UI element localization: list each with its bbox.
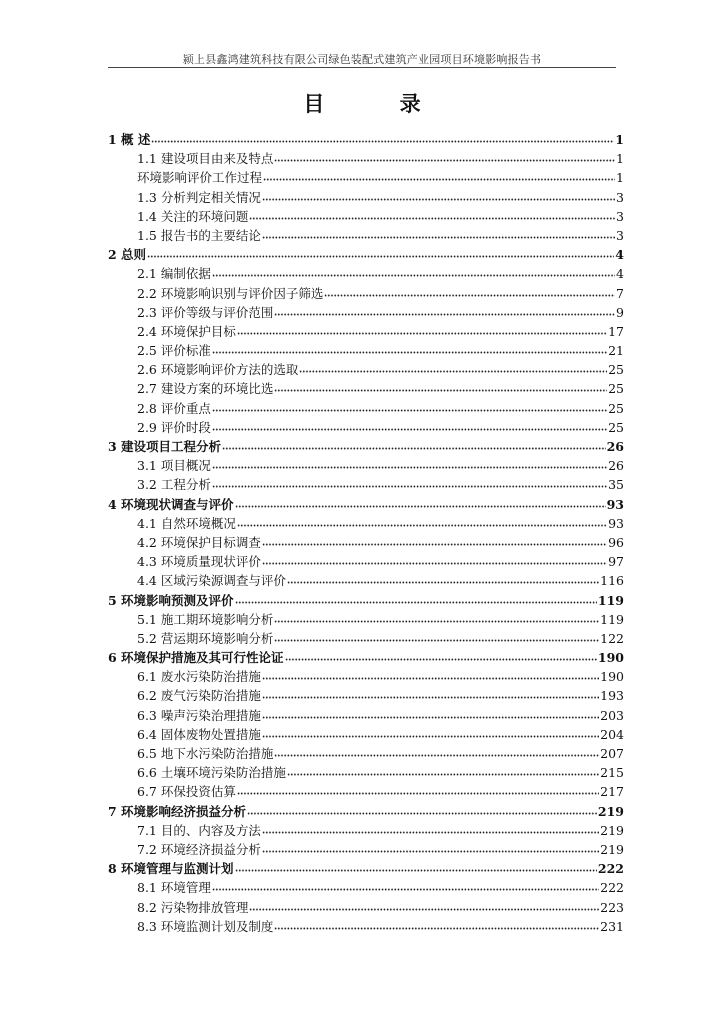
dot-leader (274, 303, 615, 317)
toc-section-entry[interactable] (108, 706, 624, 725)
toc-entry-label: 3.1 项目概况 (137, 458, 211, 474)
toc-entry-page-number: 4 (615, 247, 624, 263)
toc-entry-page-number: 119 (597, 592, 624, 608)
dot-leader (212, 399, 607, 413)
running-header: 颍上县鑫鸿建筑科技有限公司绿色装配式建筑产业园项目环境影响报告书 (182, 53, 542, 66)
toc-section-entry[interactable] (108, 917, 624, 936)
toc-entry-label: 6.1 废水污染防治措施 (137, 669, 261, 685)
dot-leader (274, 610, 599, 624)
toc-chapter-entry[interactable] (108, 648, 624, 667)
toc-entry-label: 1.1 建设项目由来及特点 (137, 151, 274, 167)
dot-leader (147, 245, 614, 259)
toc-entry-page-number: 9 (616, 304, 624, 320)
toc-entry-page-number: 21 (608, 343, 624, 359)
toc-entry-label: 6.5 地下水污染防治措施 (137, 746, 274, 761)
dot-leader (249, 207, 615, 221)
toc-entry-page-number: 119 (600, 611, 624, 627)
toc-entry-page-number: 219 (600, 841, 624, 857)
toc-section-entry[interactable] (108, 821, 624, 840)
dot-leader (299, 360, 607, 374)
toc-section-entry[interactable] (108, 226, 624, 245)
toc-section-entry[interactable] (108, 840, 624, 859)
toc-section-entry[interactable] (108, 475, 624, 494)
toc-section-entry[interactable] (108, 763, 624, 782)
toc-entry-page-number: 25 (608, 400, 624, 416)
toc-entry-page-number: 222 (597, 861, 624, 877)
toc-entry-page-number: 203 (600, 707, 624, 723)
toc-entry-label: 7 环境影响经济损益分析 (108, 803, 247, 819)
toc-section-entry[interactable] (108, 782, 624, 801)
toc-section-entry[interactable] (108, 533, 624, 552)
dot-leader (274, 149, 615, 163)
header-rule (108, 67, 616, 68)
toc-entry-page-number: 25 (608, 362, 624, 378)
toc-entry-label: 8.3 环境监测计划及制度 (137, 918, 274, 934)
dot-leader (237, 322, 607, 336)
toc-entry-page-number: 217 (600, 784, 624, 800)
toc-entry-page-number: 219 (600, 822, 624, 838)
toc-entry-label: 2.8 评价重点 (137, 400, 211, 416)
toc-section-entry[interactable] (108, 725, 624, 744)
toc-chapter-entry[interactable] (108, 495, 624, 514)
toc-section-entry[interactable] (108, 418, 624, 437)
dot-leader (262, 725, 599, 739)
dot-leader (324, 284, 615, 298)
toc-entry-page-number: 223 (600, 899, 624, 915)
toc-entry-label: 5 环境影响预测及评价 (108, 592, 234, 608)
toc-entry-label: 6.4 固体废物处置措施 (137, 726, 261, 742)
dot-leader (274, 629, 599, 643)
toc-section-entry[interactable] (108, 264, 624, 283)
dot-leader (212, 456, 607, 470)
toc-entry-page-number: 93 (608, 515, 624, 531)
toc-entry-page-number: 3 (616, 208, 624, 224)
dot-leader (285, 648, 597, 662)
toc-entry-label: 6.2 废气污染防治措施 (137, 688, 261, 704)
dot-leader (212, 264, 615, 278)
toc-section-entry[interactable] (108, 399, 624, 418)
dot-leader (274, 917, 599, 931)
dot-leader (274, 379, 607, 393)
toc-entry-page-number: 1 (616, 151, 624, 167)
dot-leader (247, 802, 597, 816)
toc-chapter-entry[interactable] (108, 245, 624, 264)
toc-entry-page-number: 207 (600, 746, 624, 761)
dot-leader (212, 475, 607, 489)
dot-leader (235, 495, 606, 509)
dot-leader (249, 898, 599, 912)
toc-entry-label: 2.9 评价时段 (137, 419, 211, 435)
toc-entry-page-number: 1 (615, 132, 624, 147)
toc-section-entry[interactable] (108, 514, 624, 533)
dot-leader (262, 533, 607, 547)
toc-section-entry[interactable] (108, 744, 624, 763)
toc-entry-page-number: 219 (597, 803, 624, 819)
toc-entry-label: 5.2 营运期环境影响分析 (137, 630, 274, 646)
toc-entry-label: 2.3 评价等级与评价范围 (137, 304, 274, 320)
toc-entry-page-number: 193 (600, 688, 624, 704)
dot-leader (262, 686, 599, 700)
dot-leader (237, 782, 599, 796)
toc-entry-page-number: 190 (600, 669, 624, 685)
toc-section-entry[interactable] (108, 552, 624, 571)
toc-entry-label: 4.1 自然环境概况 (137, 515, 236, 531)
toc-entry-label: 7.2 环境经济损益分析 (137, 841, 261, 857)
toc-entry-label: 2.7 建设方案的环境比选 (137, 381, 274, 397)
toc-entry-label: 2.4 环境保护目标 (137, 323, 236, 339)
toc-section-entry[interactable] (108, 168, 624, 187)
toc-entry-label: 环境影响评价工作过程 (137, 170, 263, 186)
toc-entry-label: 4.2 环境保护目标调查 (137, 534, 261, 550)
toc-entry-page-number: 4 (616, 266, 624, 282)
toc-entry-label: 4.4 区域污染源调查与评价 (137, 573, 286, 589)
dot-leader (212, 418, 607, 432)
dot-leader (235, 859, 597, 873)
dot-leader (287, 571, 599, 585)
dot-leader (237, 514, 607, 528)
dot-leader (274, 744, 599, 758)
toc-entry-label: 8.2 污染物排放管理 (137, 899, 249, 915)
toc-entry-page-number: 35 (608, 477, 624, 493)
toc-chapter-entry[interactable] (108, 802, 624, 821)
toc-section-entry[interactable] (108, 610, 624, 629)
toc-entry-page-number: 222 (600, 880, 624, 896)
dot-leader (287, 763, 599, 777)
toc-entry-label: 4.3 环境质量现状评价 (137, 554, 261, 570)
toc-entry-page-number: 25 (608, 419, 624, 435)
toc-entry-label: 6.6 土壤环境污染防治措施 (137, 765, 286, 781)
toc-entry-label: 1.3 分析判定相关情况 (137, 189, 261, 205)
toc-entry-label: 2.5 评价标准 (137, 343, 211, 359)
toc-entry-page-number: 116 (600, 573, 624, 589)
toc-entry-label: 3 建设项目工程分析 (108, 439, 222, 454)
toc-chapter-entry[interactable] (108, 859, 624, 878)
dot-leader (262, 552, 607, 566)
toc-entry-label: 2.6 环境影响评价方法的选取 (137, 362, 299, 378)
dot-leader (262, 821, 599, 835)
toc-section-entry[interactable] (108, 284, 624, 303)
toc-entry-page-number: 190 (597, 650, 624, 666)
dot-leader (262, 667, 599, 681)
dot-leader (212, 878, 599, 892)
toc-entry-page-number: 26 (606, 439, 624, 454)
toc-entry-page-number: 122 (600, 630, 624, 646)
toc-entry-page-number: 231 (600, 918, 624, 934)
toc-entry-label: 1 概 述 (108, 132, 151, 147)
toc-entry-label: 6.3 噪声污染治理措施 (137, 707, 261, 723)
toc-entry-label: 8 环境管理与监测计划 (108, 861, 234, 877)
toc-entry-label: 7.1 目的、内容及方法 (137, 822, 261, 838)
dot-leader (222, 437, 606, 451)
toc-entry-page-number: 215 (600, 765, 624, 781)
dot-leader (235, 591, 597, 605)
dot-leader (262, 706, 599, 720)
toc-chapter-entry[interactable] (108, 591, 624, 610)
toc-entry-page-number: 25 (608, 381, 624, 397)
toc-section-entry[interactable] (108, 207, 624, 226)
toc-entry-label: 2.2 环境影响识别与评价因子筛选 (137, 285, 324, 301)
toc-entry-label: 1.4 关注的环境问题 (137, 208, 249, 224)
toc-entry-page-number: 93 (606, 496, 624, 512)
toc-entry-page-number: 204 (600, 726, 624, 742)
toc-section-entry[interactable] (108, 322, 624, 341)
toc-section-entry[interactable] (108, 379, 624, 398)
toc-section-entry[interactable] (108, 303, 624, 322)
toc-section-entry[interactable] (108, 571, 624, 590)
toc-section-entry[interactable] (108, 878, 624, 897)
dot-leader (212, 341, 607, 355)
toc-entry-page-number: 3 (616, 227, 624, 243)
toc-entry-page-number: 26 (608, 458, 624, 474)
toc-entry-label: 1.5 报告书的主要结论 (137, 227, 261, 243)
dot-leader (151, 130, 614, 144)
toc-chapter-entry[interactable] (108, 437, 624, 456)
dot-leader (263, 168, 615, 182)
toc-section-entry[interactable] (108, 898, 624, 917)
toc-entry-page-number: 7 (616, 285, 624, 301)
dot-leader (262, 188, 615, 202)
toc-entry-page-number: 17 (608, 323, 624, 339)
toc-entry-label: 2 总则 (108, 247, 147, 263)
toc-section-entry[interactable] (108, 686, 624, 705)
toc-entry-page-number: 1 (616, 170, 624, 186)
toc-section-entry[interactable] (108, 629, 624, 648)
toc-entry-label: 6.7 环保投资估算 (137, 784, 236, 800)
toc-entry-label: 6 环境保护措施及其可行性论证 (108, 650, 284, 666)
toc-section-entry[interactable] (108, 341, 624, 360)
toc-chapter-entry[interactable] (108, 130, 624, 149)
toc-entry-label: 3.2 工程分析 (137, 477, 211, 493)
toc-entry-label: 8.1 环境管理 (137, 880, 211, 896)
toc-section-entry[interactable] (108, 456, 624, 475)
toc-section-entry[interactable] (108, 360, 624, 379)
dot-leader (262, 840, 599, 854)
toc-section-entry[interactable] (108, 667, 624, 686)
toc-entry-label: 5.1 施工期环境影响分析 (137, 611, 274, 627)
toc-entry-label: 4 环境现状调查与评价 (108, 496, 234, 512)
toc-title: 目 录 (303, 91, 455, 116)
toc-entry-page-number: 97 (608, 554, 624, 570)
dot-leader (262, 226, 615, 240)
toc-entry-label: 2.1 编制依据 (137, 266, 211, 282)
toc-section-entry[interactable] (108, 188, 624, 207)
toc-section-entry[interactable] (108, 149, 624, 168)
table-of-contents (108, 130, 624, 936)
toc-entry-page-number: 3 (616, 189, 624, 205)
toc-entry-page-number: 96 (608, 534, 624, 550)
